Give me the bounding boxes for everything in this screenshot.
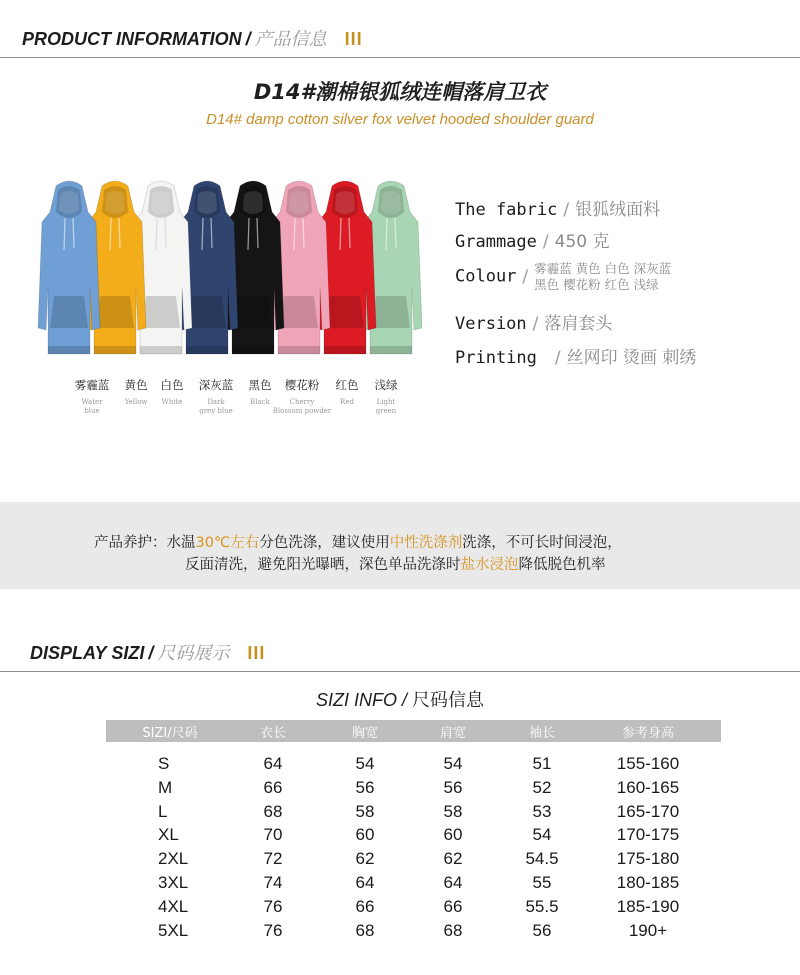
- hoodie-image: [36, 178, 102, 360]
- size-table-cell: 155-160: [616, 754, 680, 773]
- header-separator: /: [148, 643, 154, 663]
- spec-grammage: [455, 227, 609, 252]
- size-table-cell: 51: [532, 754, 552, 773]
- color-name-cn: 白色: [160, 378, 184, 392]
- care-highlight-temperature: 30℃左右: [195, 535, 260, 551]
- size-table-header-cell: 袖长: [528, 726, 556, 741]
- color-name-en: White: [161, 398, 183, 406]
- size-table-cell: 54: [532, 825, 552, 845]
- spec-grammage-label: Grammage: [455, 232, 537, 252]
- size-table-cell: 62: [355, 849, 375, 869]
- spec-separator: /: [522, 266, 529, 287]
- size-table-cell: 160-165: [616, 777, 680, 797]
- care-line-2: [185, 553, 606, 574]
- size-table-cell: 175-180: [616, 849, 680, 869]
- size-table-cell: 55: [532, 873, 552, 892]
- size-table-cell: 64: [263, 754, 283, 773]
- size-info-title-cn: 尺码信息: [412, 690, 485, 711]
- header-divider: [0, 57, 800, 58]
- spec-colour-label: Colour: [455, 266, 517, 287]
- size-table-cell: 66: [263, 777, 283, 797]
- size-info-title: [0, 686, 800, 712]
- care-text: 反面清洗，避免阳光曝晒，深色单品洗涤时: [185, 557, 461, 573]
- size-info-title-en: SIZI INFO: [315, 690, 397, 710]
- product-title-cn: D14#潮棉银狐绒连帽落肩卫衣: [253, 80, 547, 104]
- size-label: 5XL: [158, 920, 189, 940]
- size-table-cell: 66: [443, 896, 463, 916]
- color-name-en: Cherry Blossom powder: [272, 398, 332, 415]
- care-instructions: [0, 502, 800, 589]
- size-label: M: [158, 777, 173, 797]
- size-table-header-cell: 肩宽: [439, 726, 467, 741]
- spec-fabric-value: 银狐绒面料: [575, 200, 661, 220]
- display-size-header-cn: 尺码展示: [157, 643, 230, 664]
- care-text: 降低脱色机率: [518, 557, 606, 573]
- care-highlight-salt-water: 盐水浸泡: [460, 557, 519, 573]
- size-table-cell: 64: [355, 873, 375, 892]
- size-label: L: [158, 801, 168, 821]
- size-table-cell: 66: [355, 896, 375, 916]
- spec-colour: [455, 261, 671, 293]
- size-table-cell: 72: [263, 849, 283, 869]
- size-table-cell: 76: [263, 896, 283, 916]
- color-name-en: Yellow: [124, 398, 148, 406]
- spec-colour-line1: 雾霾蓝 黄色 白色 深灰蓝: [534, 261, 672, 276]
- size-label: 2XL: [158, 849, 189, 869]
- spec-printing-label: Printing: [455, 348, 537, 368]
- header-bars-mark: III: [247, 643, 266, 663]
- size-table-cell: 56: [443, 777, 463, 797]
- size-table-cell: 68: [443, 920, 463, 940]
- spec-grammage-value: 450 克: [554, 232, 610, 252]
- display-size-header: [0, 630, 800, 672]
- product-info-header-cn: 产品信息: [254, 29, 327, 50]
- size-table-cell: 54: [355, 754, 375, 773]
- spec-colour-line2: 黑色 樱花粉 红色 浅绿: [534, 277, 659, 292]
- spec-fabric-label: The fabric: [455, 200, 558, 220]
- color-name-en: Red: [340, 398, 354, 406]
- color-name-en: Light green: [375, 398, 397, 415]
- size-info-separator: /: [401, 690, 407, 710]
- size-table-cell: 54: [443, 754, 463, 773]
- size-label: 4XL: [158, 896, 189, 916]
- size-label: XL: [158, 825, 179, 845]
- care-text: 洗涤，不可长时间浸泡，: [462, 535, 622, 551]
- color-name-en: Black: [250, 398, 270, 406]
- size-table-cell: 76: [263, 920, 283, 940]
- size-table-header: [106, 720, 721, 742]
- size-table-header-cell: 胸宽: [351, 726, 379, 741]
- hoodie-color-lineup: [36, 178, 436, 368]
- care-line-1: [94, 531, 622, 552]
- size-table-cell: 60: [443, 825, 463, 845]
- spec-printing-value: 丝网印 烫画 刺绣: [566, 348, 697, 368]
- size-label: S: [158, 754, 170, 773]
- size-table-cell: 64: [443, 873, 463, 892]
- header-separator: /: [245, 29, 251, 49]
- size-table-cell: 68: [263, 801, 283, 821]
- size-table-cell: 54.5: [525, 849, 559, 869]
- size-table-header-cell: 参考身高: [621, 726, 675, 741]
- size-table-cell: 55.5: [525, 896, 559, 916]
- spec-version-label: Version: [455, 314, 527, 334]
- spec-version: [455, 309, 612, 334]
- color-name-cn: 黑色: [248, 378, 272, 392]
- display-size-header-en: DISPLAY SIZI: [30, 643, 145, 663]
- care-highlight-detergent: 中性洗涤剂: [389, 535, 463, 551]
- size-table-cell: 56: [532, 920, 552, 940]
- color-name-cn: 红色: [335, 378, 359, 392]
- spec-separator: /: [554, 348, 561, 368]
- spec-separator: /: [532, 314, 539, 334]
- color-name-cn: 黄色: [124, 378, 148, 392]
- color-name-cn: 樱花粉: [284, 378, 320, 392]
- size-table-cell: 58: [355, 801, 375, 821]
- size-table-header-cell: SIZI/尺码: [142, 726, 198, 741]
- product-info-header: [0, 16, 800, 58]
- size-table-cell: 170-175: [616, 825, 680, 845]
- size-table-header-cell: 衣长: [259, 726, 287, 741]
- spec-fabric: [455, 195, 660, 220]
- spec-separator: /: [542, 232, 549, 252]
- spec-version-value: 落肩套头: [544, 314, 613, 334]
- size-table-cell: 165-170: [616, 801, 680, 821]
- product-title-en: D14# damp cotton silver fox velvet hooded shoulder guard: [206, 111, 594, 128]
- size-table-cell: 68: [355, 920, 375, 940]
- size-label: 3XL: [158, 873, 189, 892]
- size-table-cell: 53: [532, 801, 552, 821]
- size-table-cell: 180-185: [616, 873, 680, 892]
- header-divider: [0, 671, 800, 672]
- size-table-cell: 62: [443, 849, 463, 869]
- spec-printing: [455, 343, 696, 368]
- size-table-cell: 52: [532, 777, 552, 797]
- size-table-cell: 74: [263, 873, 283, 892]
- color-name-en: Water blue: [81, 398, 103, 415]
- size-table-cell: 60: [355, 825, 375, 845]
- care-text: 分色洗涤，建议使用: [259, 535, 390, 551]
- spec-separator: /: [563, 200, 570, 220]
- care-text: 产品养护：水温: [94, 535, 196, 551]
- size-table-cell: 70: [263, 825, 283, 845]
- color-name-cn: 雾霾蓝: [74, 378, 110, 392]
- size-table-cell: 185-190: [616, 896, 680, 916]
- color-name-cn: 浅绿: [374, 378, 398, 392]
- header-bars-mark: III: [344, 29, 363, 49]
- product-info-header-en: PRODUCT INFORMATION: [22, 29, 242, 49]
- color-name-cn: 深灰蓝: [198, 378, 234, 392]
- size-table-cell: 58: [443, 801, 463, 821]
- color-name-en: Dark grey blue: [199, 398, 233, 415]
- size-table-cell: 56: [355, 777, 375, 797]
- size-table-cell: 190+: [628, 920, 668, 940]
